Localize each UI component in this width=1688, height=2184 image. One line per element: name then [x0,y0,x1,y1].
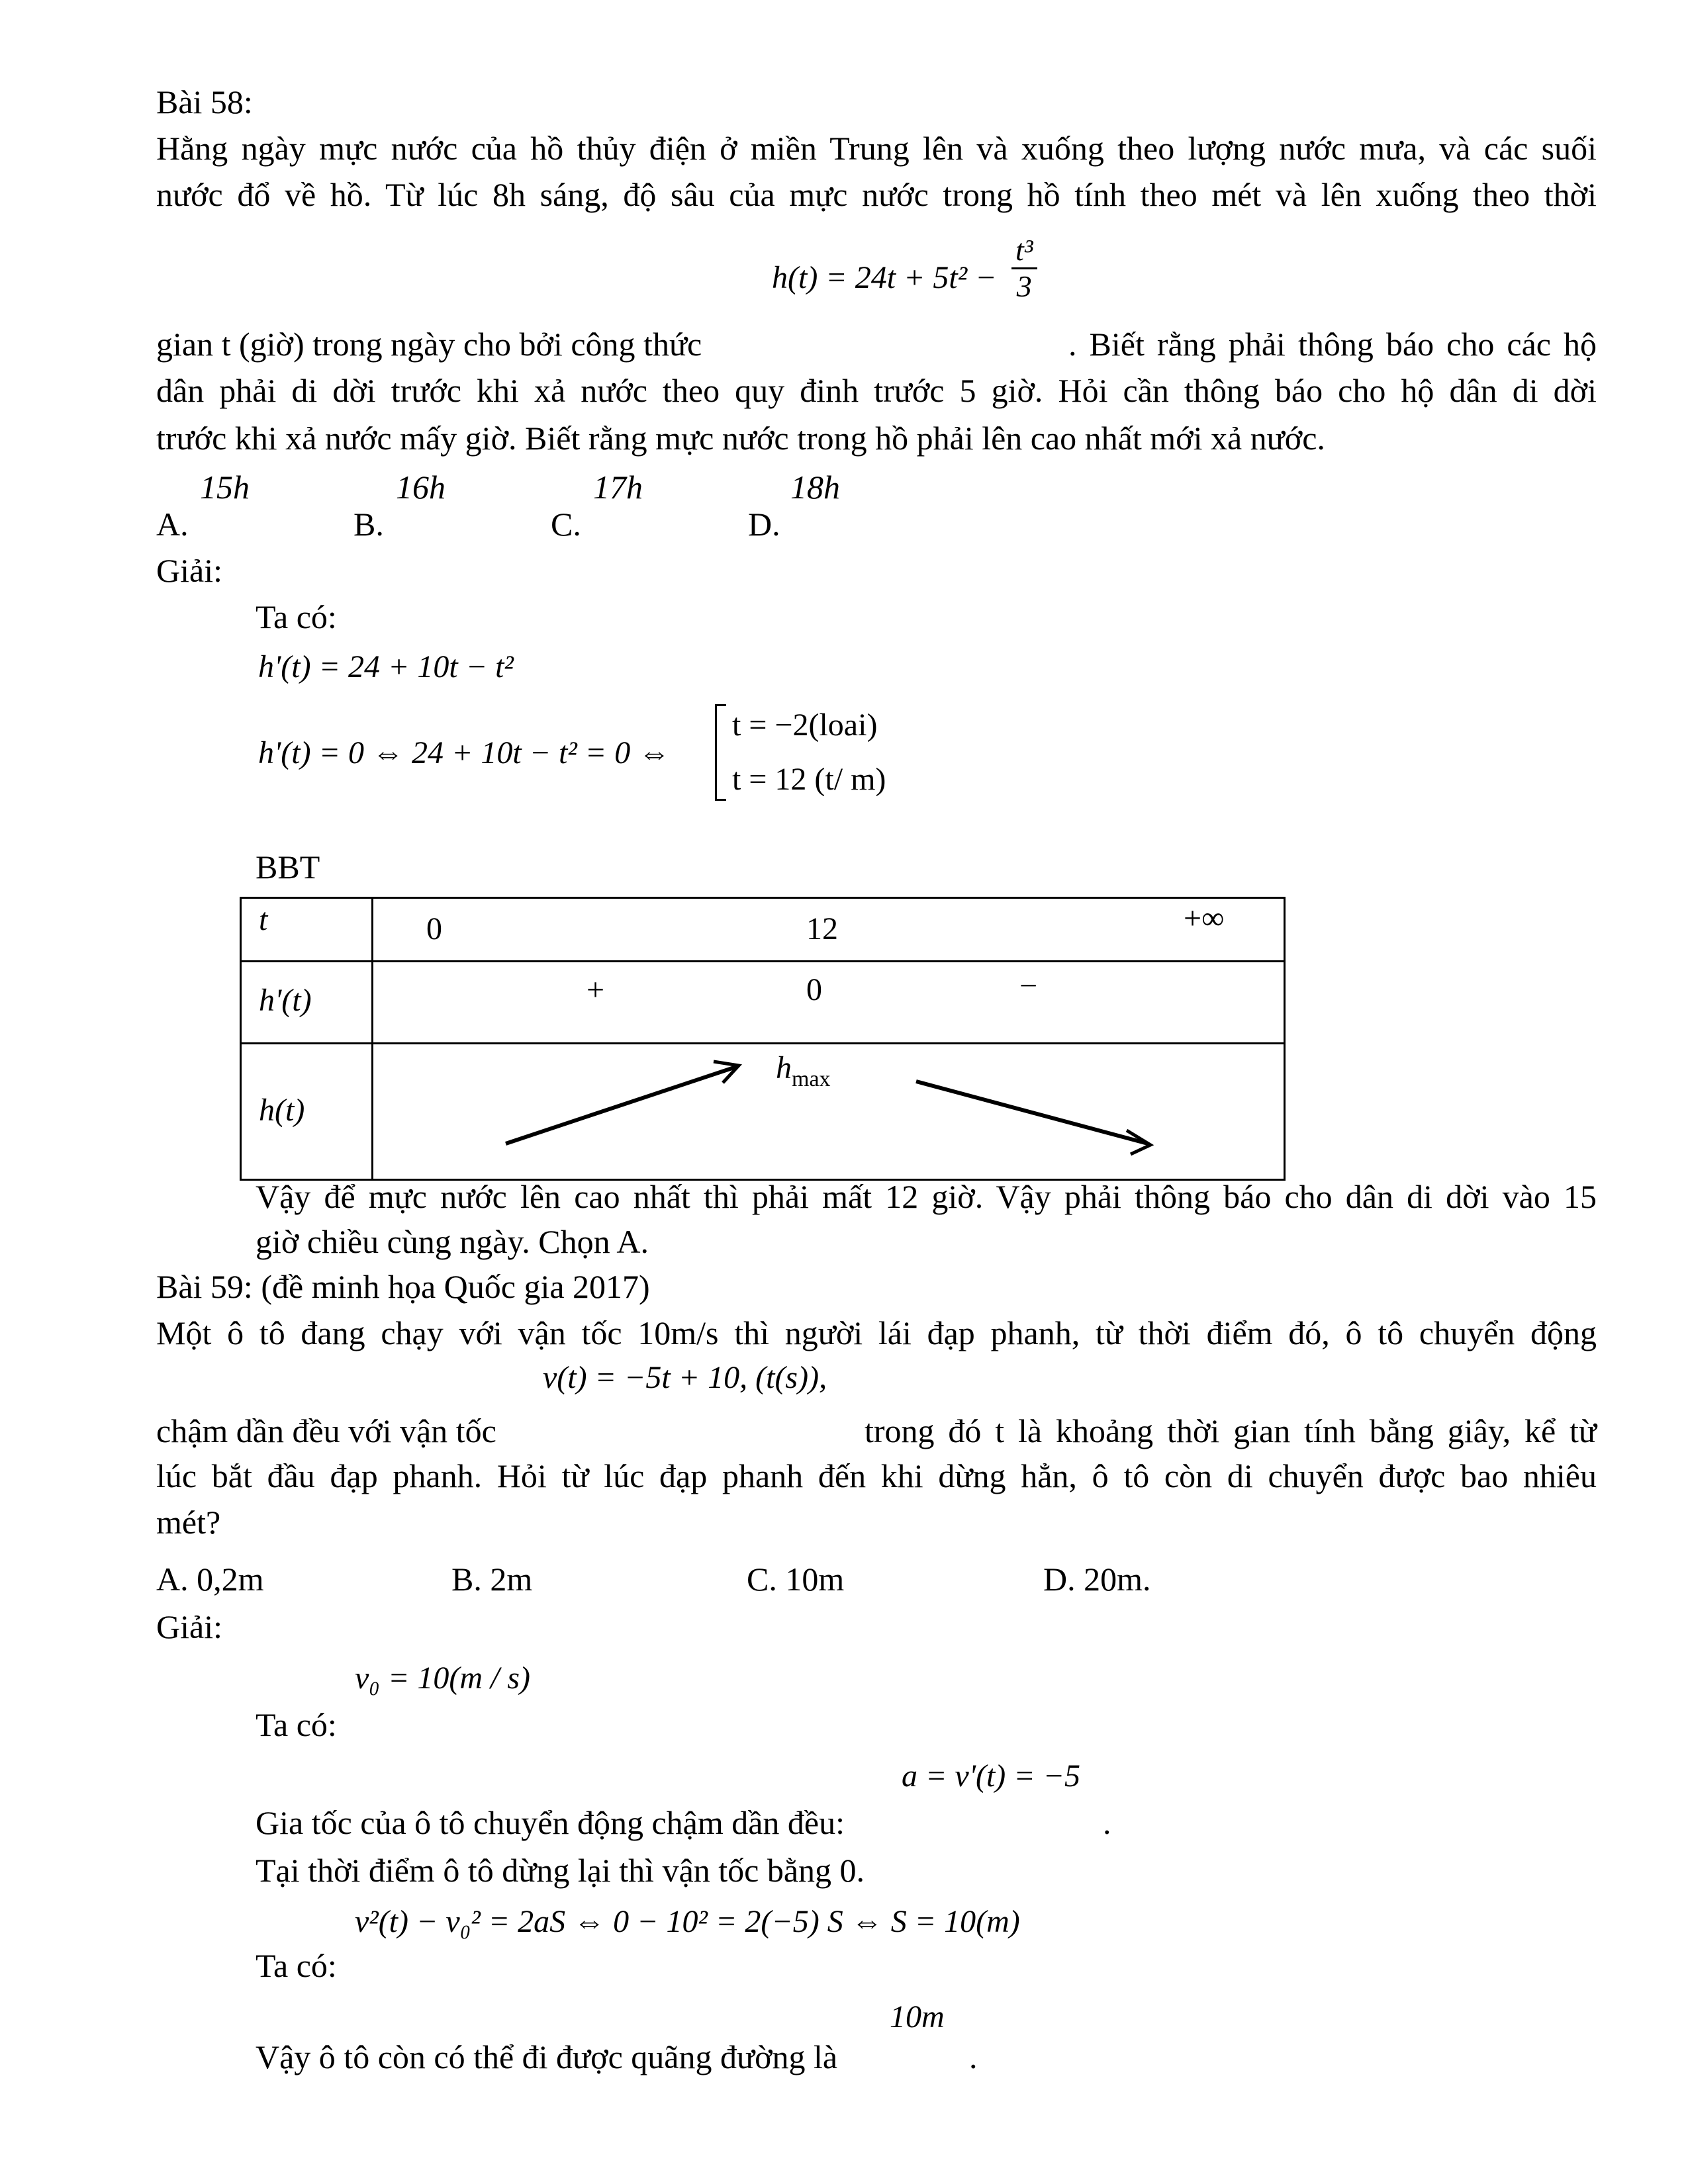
final-text: Vậy ô tô còn có thể đi được quãng đường là [256,2038,838,2075]
distance-equation: v²(t) − v₀² = 2aS ⇔ 0 − 10² = 2(−5) S ⇔ S = 10(m) [355,1904,1020,1939]
ta-co-59-1: Ta có: [256,1706,337,1743]
increasing-arrow [506,1067,736,1144]
option-a-value: 15h [200,469,250,506]
problem-58-line-5: trước khi xả nước mấy giờ. Biết rằng mực nước trong hồ phải lên cao nhất mới xả nước. [156,420,1325,457]
problem-59-line-3: lúc bắt đầu đạp phanh. Hỏi từ lúc đạp phanh đến khi dừng hẳn, ô tô còn di chuyển được bao nhiêu [156,1457,1597,1494]
problem-59-line-2b: trong đó t là khoảng thời gian tính bằng giây, kể từ [865,1412,1597,1449]
variation-cell [373,1044,1285,1180]
table-row-hprime [241,962,1285,1044]
ta-co-59-2: Ta có: [256,1947,337,1984]
answer-formula: 10m [890,1999,945,2034]
bbt-label: BBT [256,848,320,886]
sign-plus: + [586,972,605,1007]
conclusion-line-2: giờ chiều cùng ngày. Chọn A. [256,1223,649,1260]
row-label-t [241,898,373,962]
row-label-h [241,1044,373,1180]
problem-58-line-3b: . Biết rằng phải thông báo cho các hộ [1068,326,1597,363]
solution-59-label: Giải: [156,1608,222,1645]
problem-59-title: Bài 59: (đề minh họa Quốc gia 2017) [156,1268,650,1305]
hmax-subscript: max [792,1067,831,1091]
sign-minus: − [1019,968,1038,1003]
hprime-label: h'(t) [259,983,312,1018]
case-1: t = −2(loai) [732,707,878,743]
fraction-numerator: t³ [1011,233,1037,269]
decreasing-arrow [916,1081,1148,1144]
row-label-hprime [241,962,373,1044]
hmax-symbol: h [776,1050,792,1085]
acceleration-text: Gia tốc của ô tô chuyển động chậm dần đều: [256,1804,845,1841]
option-d-letter: D. [748,506,780,543]
table-row-t [241,898,1285,962]
t-value-12: 12 [806,911,838,946]
problem-58-line-2: nước đổ về hồ. Từ lúc 8h sáng, độ sâu của mực nước trong hồ tính theo mét và lên xuống theo thời [156,176,1597,213]
height-formula-fraction [1011,233,1037,304]
option-59-c: C. 10m [747,1561,845,1598]
problem-59-line-1: Một ô tô đang chạy với vận tốc 10m/s thì người lái đạp phanh, từ thời điểm đó, ô tô chuyển động [156,1314,1597,1351]
h-label: h(t) [259,1093,305,1128]
option-d-value: 18h [790,469,840,506]
option-a-letter: A. [156,506,189,543]
sign-zero: 0 [806,972,822,1007]
derivative-equation: h'(t) = 0 ⇔ 24 + 10t − t² = 0 ⇔ [258,735,671,770]
option-c-letter: C. [551,506,581,543]
problem-58-line-1: Hằng ngày mực nước của hồ thủy điện ở miền Trung lên và xuống theo lượng nước mưa, và các suối [156,130,1597,167]
acceleration-formula: a = v'(t) = −5 [902,1758,1081,1794]
problem-59-line-4: mét? [156,1504,221,1541]
option-b-value: 16h [396,469,445,506]
t-label: t [259,902,268,937]
conclusion-line-1: Vậy để mực nước lên cao nhất thì phải mất 12 giờ. Vậy phải thông báo cho dân di dời vào 15 [256,1178,1597,1215]
option-c-value: 17h [593,469,643,506]
stop-text: Tại thời điểm ô tô dừng lại thì vận tốc bằng 0. [256,1852,865,1889]
problem-58-title: Bài 58: [156,83,253,120]
option-b-letter: B. [353,506,384,543]
final-dot: . [969,2038,978,2075]
problem-58-line-3a: gian t (giờ) trong ngày cho bởi công thức [156,326,702,363]
derivative-formula: h'(t) = 24 + 10t − t² [258,649,514,684]
initial-velocity-formula: v₀ = 10(m / s) [355,1661,531,1696]
t-values-cell [373,898,1285,962]
option-59-d: D. 20m. [1043,1561,1151,1598]
fraction-denominator: 3 [1016,269,1032,303]
case-2: t = 12 (t/ m) [732,762,886,797]
variation-table [240,897,1286,1181]
t-value-infinity: +∞ [1184,901,1225,936]
problem-58-line-4: dân phải di dời trước khi xả nước theo quy đinh trước 5 giờ. Hỏi cần thông báo cho hộ dân di dời [156,372,1597,409]
solution-label: Giải: [156,552,222,589]
table-row-h [241,1044,1285,1180]
sign-cell [373,962,1285,1044]
height-formula: h(t) = 24t + 5t² − [772,260,997,295]
ta-co-label: Ta có: [256,598,337,635]
acceleration-dot: . [1103,1804,1111,1841]
option-59-b: B. 2m [451,1561,533,1598]
option-59-a: A. 0,2m [156,1561,264,1598]
variation-arrows [373,1044,1287,1181]
case-bracket [715,704,726,801]
problem-59-line-2a: chậm dần đều với vận tốc [156,1412,496,1449]
velocity-formula: v(t) = −5t + 10, (t(s)), [543,1360,827,1395]
t-value-0: 0 [426,911,442,946]
